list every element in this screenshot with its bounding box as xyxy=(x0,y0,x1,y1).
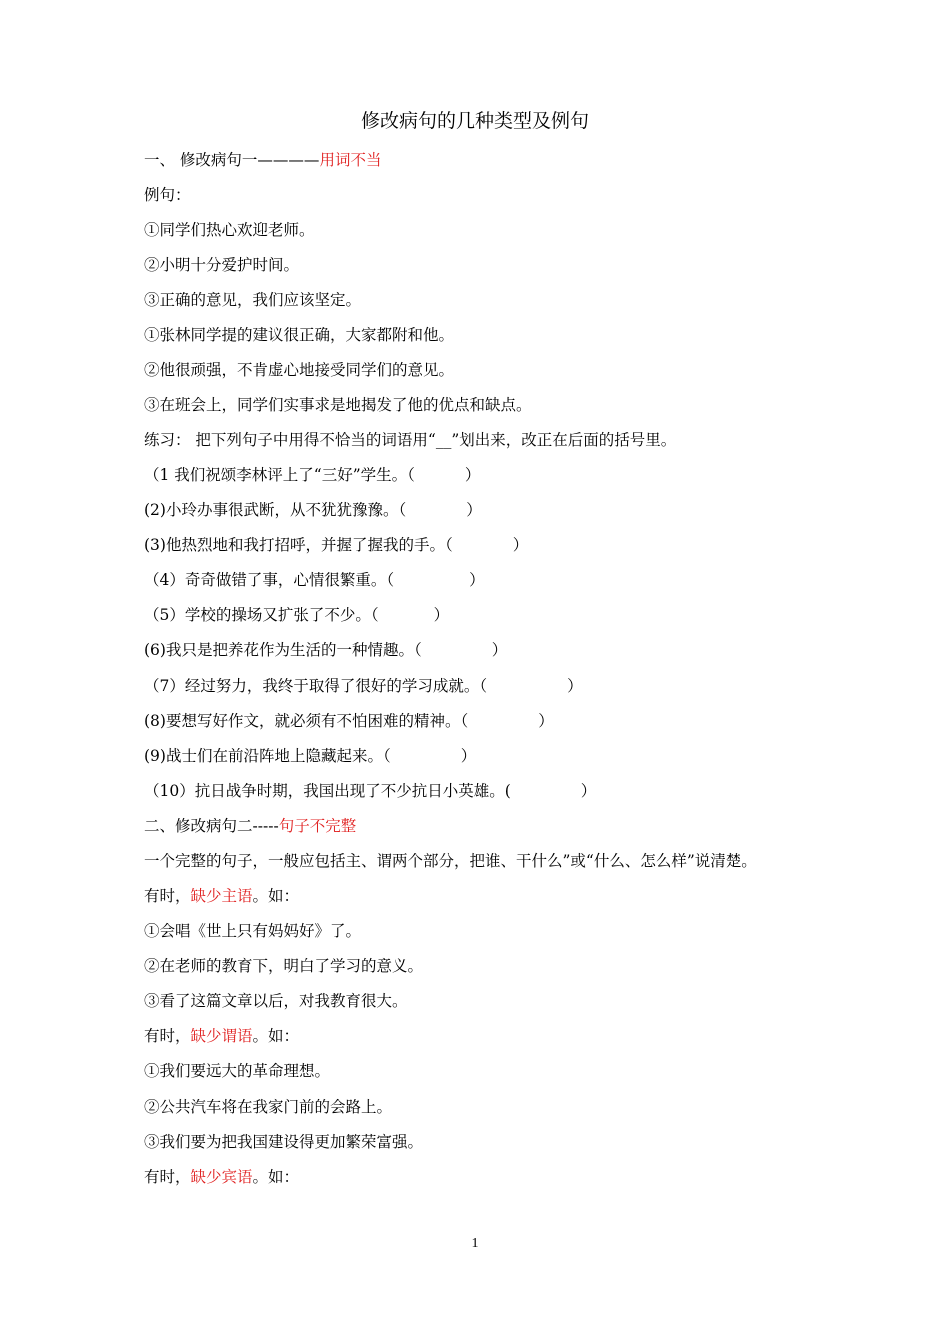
exercise-text: （5）学校的操场又扩张了不少。（ xyxy=(144,606,379,624)
group-heading xyxy=(144,886,299,906)
example-sentence: ②公共汽车将在我家门前的会路上。 xyxy=(144,1098,393,1116)
exercise-text: （4）奇奇做错了事，心情很繁重。（ xyxy=(144,571,395,589)
exercise-text: (2)小玲办事很武断，从不犹犹豫豫。（ xyxy=(144,501,407,519)
exercise-item xyxy=(144,535,528,555)
group-heading-highlight: 缺少谓语 xyxy=(190,1027,253,1045)
exercise-item xyxy=(144,781,596,801)
exercise-item xyxy=(144,640,507,660)
exercise-close-paren: ） xyxy=(580,782,597,800)
exercise-close-paren: ） xyxy=(466,501,482,519)
section2-heading-highlight: 句子不完整 xyxy=(278,817,357,835)
example-sentence: ②他很顽强，不肯虚心地接受同学们的意见。 xyxy=(144,361,455,379)
example-sentence: ③我们要为把我国建设得更加繁荣富强。 xyxy=(144,1133,424,1151)
example-sentence: ③看了这篇文章以后，对我教育很大。 xyxy=(144,992,408,1010)
exercise-text: (3)他热烈地和我打招呼，并握了握我的手。（ xyxy=(144,536,453,554)
exercise-close-paren: ） xyxy=(567,677,583,695)
example-sentence: ①我们要远大的革命理想。 xyxy=(144,1062,331,1080)
group-heading xyxy=(144,1167,299,1187)
group-heading-highlight: 缺少宾语 xyxy=(190,1168,253,1186)
exercise-text: （7）经过努力，我终于取得了很好的学习成就。（ xyxy=(144,677,488,695)
document-title: 修改病句的几种类型及例句 xyxy=(360,110,589,132)
section1-heading-highlight: 用词不当 xyxy=(319,151,382,169)
group-heading-suffix: 。如： xyxy=(252,887,300,905)
exercise-item xyxy=(144,500,482,520)
exercise-text: （1 我们祝颂李林评上了“三好”学生。（ xyxy=(144,466,415,484)
exercise-intro: 练习： 把下列句子中用得不恰当的词语用“__”划出来，改正在后面的括号里。 xyxy=(144,431,677,449)
group-heading-prefix: 有时， xyxy=(144,1027,191,1045)
exercise-close-paren: ） xyxy=(464,466,481,484)
section1-heading-prefix: 一、 修改病句一———— xyxy=(144,151,320,169)
exercise-close-paren: ） xyxy=(433,606,450,624)
section1-heading xyxy=(144,150,381,170)
group-heading-suffix: 。如： xyxy=(252,1027,300,1045)
group-heading xyxy=(144,1026,299,1046)
exercise-item xyxy=(144,605,449,625)
example-sentence: ②在老师的教育下，明白了学习的意义。 xyxy=(144,957,424,975)
exercise-item xyxy=(144,676,583,696)
exercise-text: （10）抗日战争时期，我国出现了不少抗日小英雄。( xyxy=(144,782,511,800)
example-sentence: ③在班会上，同学们实事求是地揭发了他的优点和缺点。 xyxy=(144,396,532,414)
section2-heading-prefix: 二、修改病句二----- xyxy=(144,817,279,835)
section2-heading xyxy=(144,816,356,836)
exercise-text: (8)要想写好作文，就必须有不怕困难的精神。（ xyxy=(144,712,469,730)
exercise-close-paren: ） xyxy=(469,571,485,589)
exercise-close-paren: ） xyxy=(512,536,529,554)
group-heading-prefix: 有时， xyxy=(144,1168,191,1186)
exercise-text: (6)我只是把养花作为生活的一种情趣。（ xyxy=(144,641,422,659)
example-sentence: ②小明十分爱护时间。 xyxy=(144,256,300,274)
example-sentence: ①同学们热心欢迎老师。 xyxy=(144,221,315,239)
group-heading-highlight: 缺少主语 xyxy=(190,887,253,905)
exercise-close-paren: ） xyxy=(491,641,508,659)
example-sentence: ①会唱《世上只有妈妈好》了。 xyxy=(144,922,362,940)
section2-intro: 一个完整的句子，一般应包括主、谓两个部分，把谁、干什么”或“什么、怎么样”说清楚。 xyxy=(144,852,757,870)
group-heading-prefix: 有时， xyxy=(144,887,191,905)
exercise-item xyxy=(144,746,476,766)
group-heading-suffix: 。如： xyxy=(252,1168,300,1186)
example-label: 例句： xyxy=(144,186,191,204)
exercise-text: (9)战士们在前沿阵地上隐藏起来。（ xyxy=(144,747,391,765)
exercise-close-paren: ） xyxy=(460,747,477,765)
exercise-item xyxy=(144,711,554,731)
exercise-close-paren: ） xyxy=(538,712,554,730)
page-number: 1 xyxy=(471,1236,479,1251)
exercise-item xyxy=(144,570,485,590)
example-sentence: ①张林同学提的建议很正确，大家都附和他。 xyxy=(144,326,455,344)
exercise-item xyxy=(144,465,480,485)
example-sentence: ③正确的意见，我们应该坚定。 xyxy=(144,291,362,309)
